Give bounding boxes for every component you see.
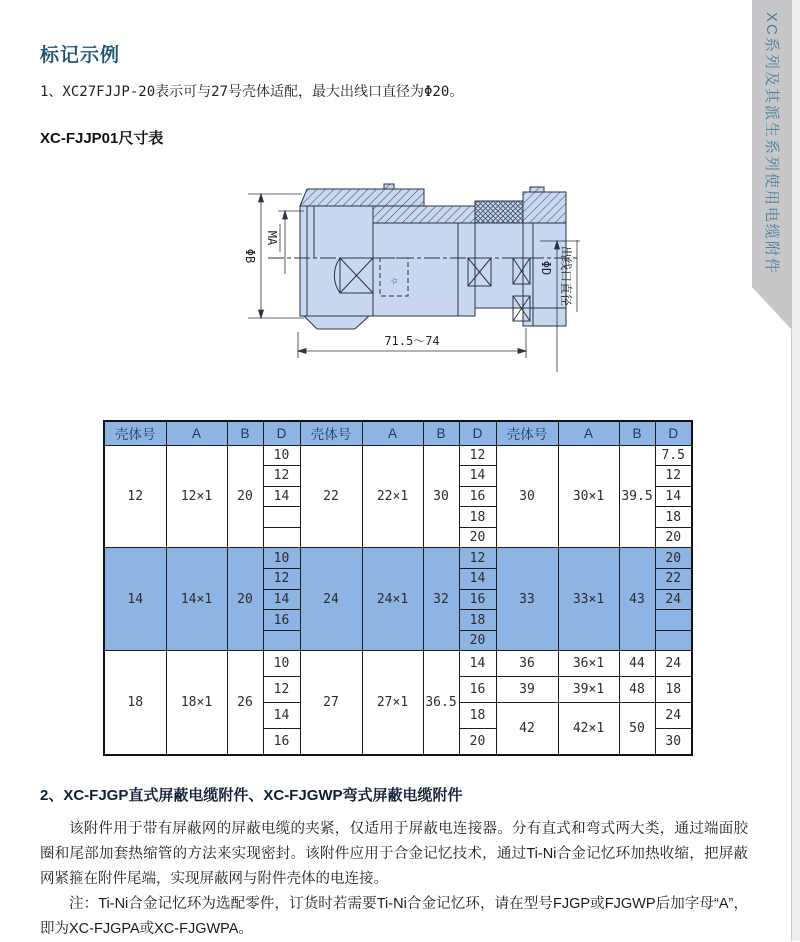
- table-cell: 18: [104, 651, 166, 755]
- table-cell: 30: [496, 445, 558, 548]
- table-cell: 14: [263, 703, 300, 729]
- table-cell: 18: [459, 703, 496, 729]
- table-cell: 14: [104, 548, 166, 651]
- table-cell: 16: [459, 677, 496, 703]
- table-cell: 12: [104, 445, 166, 548]
- table-cell: 14: [263, 486, 300, 507]
- table-row: [104, 548, 692, 569]
- table-cell: 20: [227, 445, 263, 548]
- section2-body: [40, 817, 748, 942]
- col-header: D: [459, 421, 496, 445]
- connector-body: [300, 184, 566, 329]
- table-cell: [263, 630, 300, 651]
- table-cell: 14: [263, 589, 300, 610]
- table-cell: 12: [263, 569, 300, 590]
- table-cell: 16: [459, 589, 496, 610]
- page-title: 标记示例: [40, 45, 121, 66]
- table-cell: [655, 630, 692, 651]
- col-header: A: [166, 421, 227, 445]
- table-cell: 12: [459, 548, 496, 569]
- col-header: B: [423, 421, 459, 445]
- table-cell: 18×1: [166, 651, 227, 755]
- table-cell: [655, 610, 692, 631]
- table-cell: 30: [655, 729, 692, 755]
- table-cell: [263, 507, 300, 528]
- col-header: A: [558, 421, 619, 445]
- phi-b-label: ΦB: [243, 248, 257, 264]
- table-cell: 20: [655, 548, 692, 569]
- section2-heading: 2、XC-FJGP直式屏蔽电缆附件、XC-FJGWP弯式屏蔽电缆附件: [40, 787, 463, 804]
- table-cell: 18: [459, 610, 496, 631]
- table-cell: 20: [459, 630, 496, 651]
- table-cell: 27: [300, 651, 362, 755]
- table-cell: 39.5: [619, 445, 655, 548]
- table-cell: 24: [655, 589, 692, 610]
- phi-d-label: ΦD: [539, 260, 553, 276]
- marking-example-note: 1、XC27FJJP-20表示可与27号壳体适配，最大出线口直径为Φ20。: [40, 84, 464, 100]
- ma-label: MA: [265, 230, 279, 246]
- table-cell: 14: [459, 466, 496, 487]
- table-cell: 10: [263, 651, 300, 677]
- table-cell: 50: [619, 703, 655, 755]
- length-label: 71.5～74: [384, 334, 440, 348]
- table-cell: 16: [263, 729, 300, 755]
- col-header: 壳体号: [300, 421, 362, 445]
- col-header: B: [227, 421, 263, 445]
- table-cell: 18: [655, 507, 692, 528]
- table-cell: 20: [459, 729, 496, 755]
- table-cell: 10: [263, 548, 300, 569]
- table-cell: 18: [655, 677, 692, 703]
- table-cell: 24: [300, 548, 362, 651]
- table-cell: 36: [496, 651, 558, 677]
- table-cell: 12: [263, 677, 300, 703]
- table-cell: 16: [459, 486, 496, 507]
- table-cell: 12: [263, 466, 300, 487]
- outlet-diameter-label: 出线口直径: [559, 245, 573, 307]
- dimension-table-heading: XC-FJJP01尺寸表: [40, 130, 164, 147]
- body-paragraph-1: 该附件用于带有屏蔽网的屏蔽电缆的夹紧，仅适用于屏蔽电连接器。分有直式和弯式两大类，通过端面胶圈和尾部加套热缩管的方法来实现密封。该附件应用于合金记忆技术，通过Ti-Ni合金记忆环加热收缩，把屏蔽网紧箍在附件尾端，实现屏蔽网与附件壳体的电连接。: [40, 821, 748, 887]
- table-row: [104, 445, 692, 466]
- col-header: 壳体号: [104, 421, 166, 445]
- table-cell: 33: [496, 548, 558, 651]
- table-cell: 18: [459, 507, 496, 528]
- table-cell: 12×1: [166, 445, 227, 548]
- dimension-table: [103, 420, 693, 756]
- table-cell: 20: [655, 527, 692, 548]
- table-cell: 22: [655, 569, 692, 590]
- table-cell: 12: [459, 445, 496, 466]
- table-cell: 26: [227, 651, 263, 755]
- table-cell: 14: [459, 569, 496, 590]
- table-cell: 42: [496, 703, 558, 755]
- table-cell: 24: [655, 703, 692, 729]
- table-cell: 24×1: [362, 548, 423, 651]
- table-cell: 22×1: [362, 445, 423, 548]
- table-cell: [263, 527, 300, 548]
- col-header: D: [655, 421, 692, 445]
- table-cell: 30×1: [558, 445, 619, 548]
- star-mark: ☆: [388, 272, 400, 288]
- table-cell: 14: [459, 651, 496, 677]
- table-cell: 39×1: [558, 677, 619, 703]
- sidebar-tab-label: XC系列及其派生系列使用电缆附件: [763, 12, 780, 275]
- table-cell: 12: [655, 466, 692, 487]
- table-cell: 33×1: [558, 548, 619, 651]
- table-cell: 42×1: [558, 703, 619, 755]
- table-cell: 10: [263, 445, 300, 466]
- table-cell: 30: [423, 445, 459, 548]
- col-header: D: [263, 421, 300, 445]
- table-cell: 44: [619, 651, 655, 677]
- table-cell: 36×1: [558, 651, 619, 677]
- page-edge-strip: [791, 0, 800, 941]
- table-cell: 20: [459, 527, 496, 548]
- table-cell: 36.5: [423, 651, 459, 755]
- table-cell: 48: [619, 677, 655, 703]
- table-cell: 22: [300, 445, 362, 548]
- table-cell: 24: [655, 651, 692, 677]
- table-cell: 39: [496, 677, 558, 703]
- table-cell: 14×1: [166, 548, 227, 651]
- table-cell: 43: [619, 548, 655, 651]
- table-row: [104, 651, 692, 677]
- connector-dimension-drawing: [228, 176, 590, 382]
- table-cell: 32: [423, 548, 459, 651]
- table-header-row: [104, 421, 692, 445]
- table-cell: 16: [263, 610, 300, 631]
- col-header: 壳体号: [496, 421, 558, 445]
- table-cell: 20: [227, 548, 263, 651]
- body-paragraph-2: 注：Ti-Ni合金记忆环为选配零件，订货时若需要Ti-Ni合金记忆环，请在型号FJGP或FJGWP后加字母“A”，即为XC-FJGPA或XC-FJGWPA。: [40, 896, 748, 937]
- table-cell: 7.5: [655, 445, 692, 466]
- col-header: A: [362, 421, 423, 445]
- table-cell: 27×1: [362, 651, 423, 755]
- col-header: B: [619, 421, 655, 445]
- table-cell: 14: [655, 486, 692, 507]
